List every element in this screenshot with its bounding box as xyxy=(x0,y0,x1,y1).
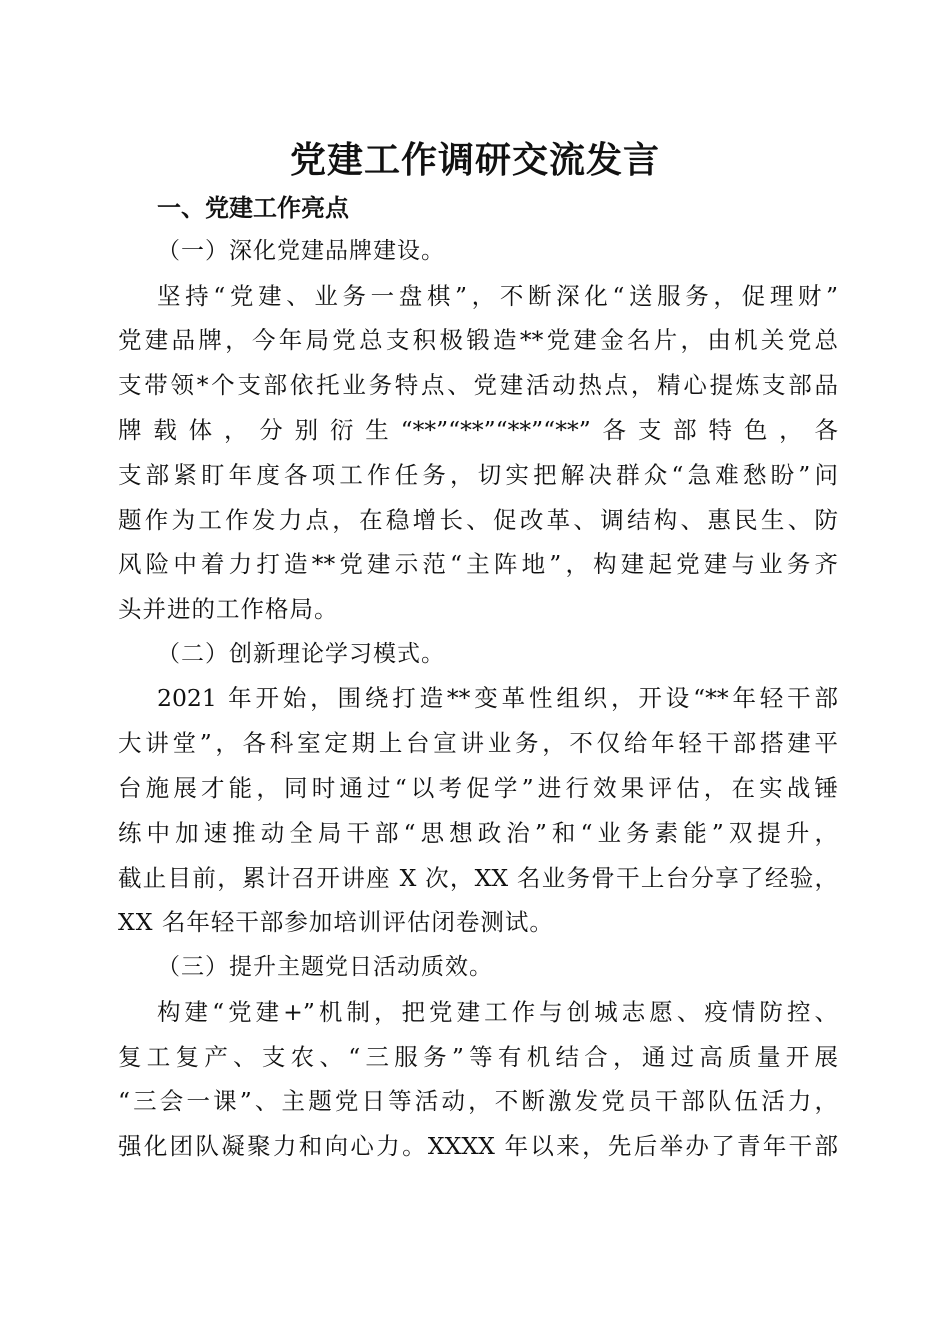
paragraph-line: 头并进的工作格局。 xyxy=(118,595,339,623)
subsection-heading-party-day: （三）提升主题党日活动质效。 xyxy=(157,954,493,980)
paragraph-line: XX 名年轻干部参加培训评估闭卷测试。 xyxy=(118,908,554,936)
paragraph-line: 大讲堂”，各科室定期上台宣讲业务，不仅给年轻干部搭建平 xyxy=(118,729,838,757)
paragraph-line: 风险中着力打造**党建示范“主阵地”，构建起党建与业务齐 xyxy=(118,550,838,578)
paragraph-line: 2021 年开始，围绕打造**变革性组织，开设“**年轻干部 xyxy=(157,684,838,712)
paragraph-line: 党建品牌，今年局党总支积极锻造**党建金名片，由机关党总 xyxy=(118,326,838,354)
paragraph-line: 练中加速推动全局干部“思想政治”和“业务素能”双提升， xyxy=(118,819,838,847)
subsection-heading-study: （二）创新理论学习模式。 xyxy=(157,641,445,667)
paragraph-line: “三会一课”、主题党日等活动，不断激发党员干部队伍活力， xyxy=(118,1087,838,1115)
paragraph-line: 强化团队凝聚力和向心力。XXXX 年以来，先后举办了青年干部 xyxy=(118,1132,838,1160)
subsection-heading-brand: （一）深化党建品牌建设。 xyxy=(157,238,445,264)
document-title: 党建工作调研交流发言 xyxy=(289,139,660,181)
paragraph-line: 题作为工作发力点，在稳增长、促改革、调结构、惠民生、防 xyxy=(118,506,838,534)
paragraph-line: 坚持“党建、业务一盘棋”，不断深化“送服务，促理财” xyxy=(157,282,838,310)
section-heading-highlights: 一、党建工作亮点 xyxy=(157,194,349,222)
paragraph-line: 构建“党建+”机制，把党建工作与创城志愿、疫情防控、 xyxy=(157,998,838,1026)
paragraph-line: 支部紧盯年度各项工作任务，切实把解决群众“急难愁盼”问 xyxy=(118,461,838,489)
paragraph-line: 支带领*个支部依托业务特点、党建活动热点，精心提炼支部品 xyxy=(118,371,838,399)
paragraph-line: 台施展才能，同时通过“以考促学”进行效果评估，在实战锤 xyxy=(118,774,838,802)
paragraph-line: 牌载体，分别衍生“**”“**”“**”“**”各支部特色，各 xyxy=(118,416,838,444)
paragraph-line: 截止目前，累计召开讲座 X 次，XX 名业务骨干上台分享了经验， xyxy=(118,864,838,892)
paragraph-line: 复工复产、支农、“三服务”等有机结合，通过高质量开展 xyxy=(118,1043,838,1071)
